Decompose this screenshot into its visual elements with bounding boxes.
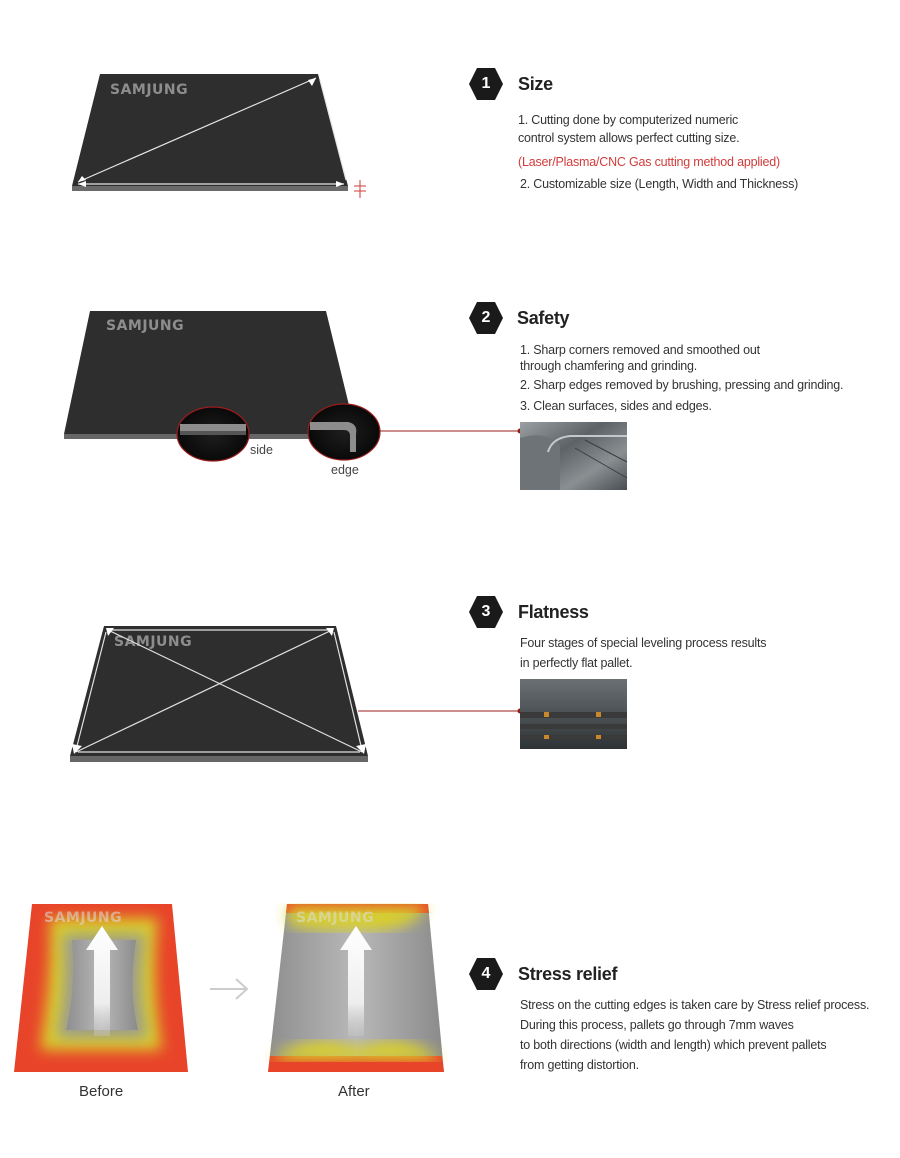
section-title: Size [518,74,553,94]
brand-watermark: SAMJUNG [110,82,189,98]
brand-watermark: SAMJUNG [44,910,123,926]
brand-watermark: SAMJUNG [296,910,375,926]
text-line: through chamfering and grinding. [520,359,698,373]
text-line: Four stages of special leveling process results [520,636,767,650]
text-line: 1. Cutting done by computerized numeric [518,113,739,127]
text-line: 3. Clean surfaces, sides and edges. [520,399,712,413]
section-title: Safety [517,308,570,328]
callout-label-side: side [250,443,273,457]
section-number-badge: 2 [469,302,503,334]
text-line: in perfectly flat pallet. [520,656,633,670]
before-label: Before [79,1083,124,1100]
text-line: to both directions (width and length) which prevent pallets [520,1038,827,1052]
text-line: from getting distortion. [520,1058,639,1072]
brand-watermark: SAMJUNG [114,634,193,650]
text-line: 1. Sharp corners removed and smoothed out [520,343,760,357]
after-label: After [338,1083,370,1100]
text-line: During this process, pallets go through 7mm waves [520,1018,794,1032]
section-title: Stress relief [518,964,618,984]
section-title: Flatness [518,602,589,622]
section-number-badge: 1 [469,68,503,100]
section-number-badge: 4 [469,958,503,990]
brand-watermark: SAMJUNG [106,318,185,334]
section-number-badge: 3 [469,596,503,628]
text-line: Stress on the cutting edges is taken care by Stress relief process. [520,998,870,1012]
text-line: control system allows perfect cutting size. [518,131,740,145]
text-line: 2. Customizable size (Length, Width and Thickness) [520,177,799,191]
text-line-highlight: (Laser/Plasma/CNC Gas cutting method applied) [518,155,780,169]
callout-label-edge: edge [331,463,359,477]
text-line: 2. Sharp edges removed by brushing, pressing and grinding. [520,378,844,392]
